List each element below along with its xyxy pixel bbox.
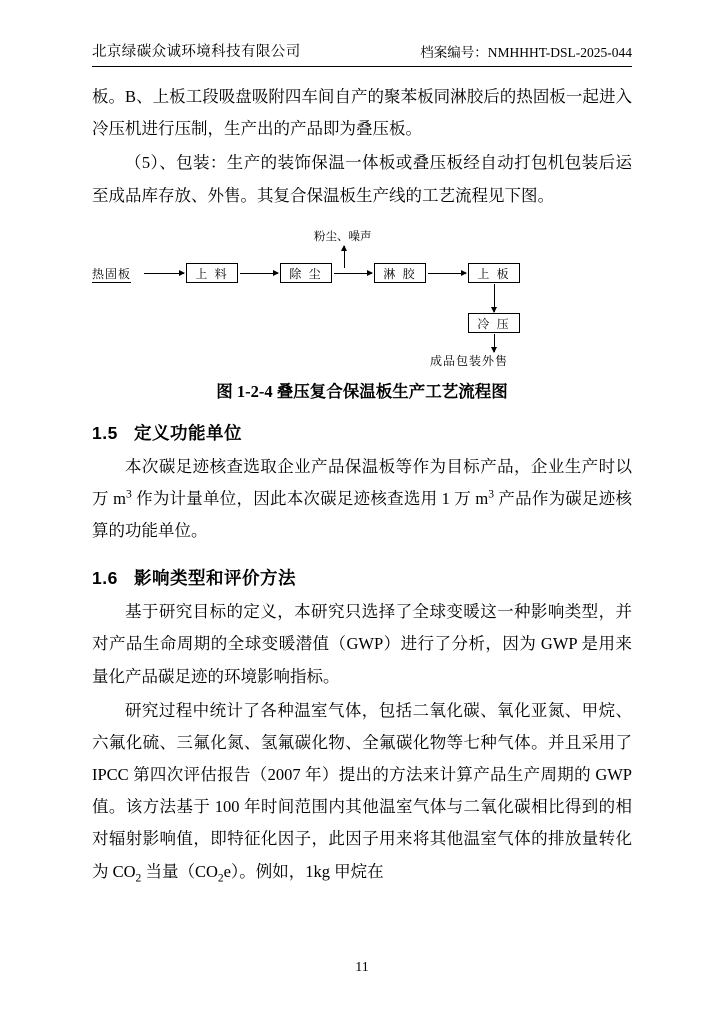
functional-unit-text-c: 产品作为碳足迹核算的功能单位。: [92, 488, 633, 541]
functional-unit-sup-2: 3: [488, 488, 494, 501]
diagram-node-lengya: 冷 压: [468, 313, 520, 333]
diagram-node-linjiao: 淋 胶: [374, 263, 426, 283]
diagram-arrow-4: [428, 273, 466, 274]
page-header: [92, 40, 632, 66]
diagram-input-label: 热固板: [92, 266, 132, 281]
section-heading-1-6: [92, 565, 632, 590]
section-title-1-6: 影响类型和评价方法: [134, 568, 296, 589]
section-heading-1-5: [92, 420, 632, 445]
ghg-text-a: 研究过程中统计了各种温室气体，包括二氧化碳、氧化亚氮、甲烷、六氟化硫、三氟化氮、氢氟碳化物、全氟碳化物等七种气体。并且采用了 IPCC 第四次评估报告（2007 年）提出的方法来计算产品生产周期的 GWP 值。该方法基于 100 年时间范围内其他温室气体与二氧化碳相比得到的相对辐射影响值，即特征化因子，此因子用来将其他温室气体的排放量转化为 CO: [92, 700, 632, 881]
diagram-node-shangliao: 上 料: [186, 263, 238, 283]
header-file-label: 档案编号：: [420, 45, 488, 60]
diagram-output-label: 成品包装外售: [430, 353, 509, 368]
paragraph-continuation: 板。B、上板工段吸盘吸附四车间自产的聚苯板同淋胶后的热固板一起进入冷压机进行压制，生产出的产品即为叠压板。: [92, 87, 632, 139]
ghg-text-b: 当量（CO: [141, 861, 218, 881]
diagram-node-shangban: 上 板: [468, 263, 520, 283]
section-number-1-6: 1.6: [92, 568, 118, 589]
diagram-arrow-6: [494, 334, 495, 352]
section-number-1-5: 1.5: [92, 422, 118, 443]
section-title-1-5: 定义功能单位: [134, 422, 242, 443]
header-file-number: [420, 41, 632, 61]
header-divider: [92, 66, 632, 67]
diagram-arrow-1: [144, 273, 184, 274]
paragraph-functional-unit: [92, 451, 632, 548]
figure-caption: 图 1-2-4 叠压复合保温板生产工艺流程图: [216, 381, 508, 401]
paragraph-packaging: （5）、包装：生产的装饰保温一体板或叠压板经自动打包机包装后运至成品库存放、外售。其复合保温板生产线的工艺流程见下图。: [92, 153, 632, 205]
header-company-name: 北京绿碳众诚环境科技有限公司: [92, 44, 301, 60]
ghg-text-c: e）。例如，1kg 甲烷在: [223, 861, 384, 881]
ghg-sub-1: 2: [135, 871, 142, 884]
diagram-arrow-2: [240, 273, 278, 274]
functional-unit-text-a: 本次碳足迹核查选取企业产品保温板等作为目标产品，企业生产时以万 m: [92, 456, 632, 508]
diagram-emission-label: 粉尘、噪声: [314, 230, 372, 243]
diagram-arrow-emission: [344, 246, 345, 268]
paragraph-impact-type: 基于研究目标的定义，本研究只选择了全球变暖这一种影响类型，并对产品生命周期的全球变暖潜值（GWP）进行了分析，因为 GWP 是用来量化产品碳足迹的环境影响指标。: [92, 602, 632, 686]
page-number: 11: [355, 960, 369, 975]
paragraph-ghg-methodology: [92, 695, 632, 890]
page-content: [92, 40, 632, 891]
header-file-value: NMHHHT-DSL-2025-044: [487, 45, 632, 60]
functional-unit-text-b: 作为计量单位，因此本次碳足迹核查选用 1 万 m: [131, 488, 489, 508]
process-flow-diagram: [92, 228, 632, 368]
functional-unit-sup-1: 3: [125, 488, 132, 501]
diagram-node-chuchen: 除 尘: [280, 263, 332, 283]
diagram-arrow-5: [494, 284, 495, 312]
diagram-arrow-3: [334, 273, 372, 274]
ghg-sub-2: 2: [217, 871, 224, 884]
